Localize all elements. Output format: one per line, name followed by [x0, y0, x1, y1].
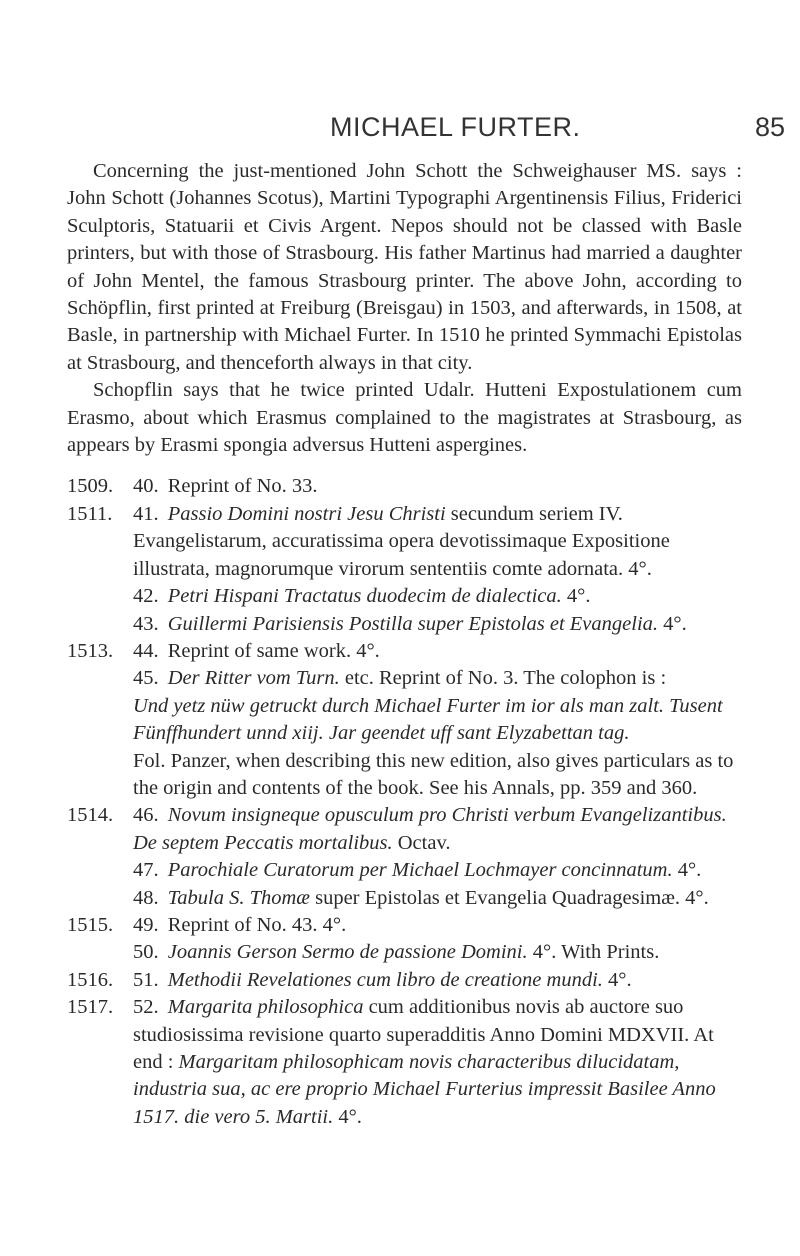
entry-text: secundum seriem IV. Evangelistarum, accuratissima opera devotissimaque Expositione illustrata, magnorumque virorum sententiis comte adornata. 4°.	[133, 502, 670, 580]
entry-46	[67, 802, 742, 857]
entry-text: 4°.	[663, 612, 687, 635]
entry-48	[67, 885, 742, 912]
entry-51	[67, 967, 742, 994]
entry-text: etc. Reprint of No. 3. The colophon is :	[344, 667, 667, 690]
entry-title: Guillermi Parisiensis Postilla super Epistolas et Evangelia.	[167, 612, 659, 635]
paragraph-schopflin: Schopflin says that he twice printed Udalr. Hutteni Expostulationem cum Erasmo, about which Erasmus complained to the magistrates at Strasbourg, as appears by Erasmi spongia adversus Hutteni aspergines.	[67, 379, 742, 457]
entry-text: 4°. With Prints.	[532, 941, 660, 964]
entry-number: 40.	[133, 475, 159, 498]
entry-text: 4°.	[566, 585, 591, 608]
entry-year: 1514.	[67, 804, 114, 827]
entry-title: Parochiale Curatorum per Michael Lochmayer concinnatum.	[167, 859, 673, 882]
entry-number: 49.	[133, 913, 159, 936]
entry-text: super Epistolas et Evangelia Quadragesimæ. 4°.	[315, 886, 709, 909]
entry-52	[67, 994, 742, 1131]
entry-title: Novum insigneque opusculum pro Christi verbum Evangelizantibus.	[167, 804, 727, 827]
page-body	[67, 158, 742, 1131]
entry-number: 50.	[133, 941, 159, 964]
entry-title: Tabula S. Thomæ	[167, 886, 310, 909]
entry-text: 4°.	[608, 968, 632, 991]
entry-year: 1517.	[67, 996, 114, 1019]
entry-colophon: Und yetz nüw getruckt durch Michael Furter im ior als man zalt. Tusent Fünffhundert unnd xiij. Jar geendet uff sant Elyzabettan tag.	[133, 694, 723, 745]
entry-format: Octav.	[397, 831, 451, 854]
entry-title-continuation	[133, 830, 742, 857]
entry-title: Joannis Gerson Sermo de passione Domini.	[167, 941, 528, 964]
entry-year: 1516.	[67, 968, 114, 991]
entry-title-part: De septem Peccatis mortalibus.	[133, 831, 393, 854]
entry-year: 1515.	[67, 913, 114, 936]
entry-49	[67, 912, 742, 939]
entry-number: 47.	[133, 859, 159, 882]
entry-text: Reprint of No. 43. 4°.	[167, 913, 347, 936]
entry-45	[67, 665, 742, 802]
entry-43	[67, 611, 742, 638]
entry-at-end-label: At end :	[133, 1023, 714, 1073]
entry-title: Passio Domini nostri Jesu Christi	[167, 502, 446, 525]
entry-text: cum additionibus novis ab auctore suo studiosissima revisione quarto superadditis Anno Domini MDXVII.	[133, 996, 690, 1046]
entry-number: 44.	[133, 639, 159, 662]
entry-note: Fol. Panzer, when describing this new edition, also gives particulars as to the origin and contents of the book. See his Annals, pp. 359 and 360.	[133, 749, 734, 799]
entry-44	[67, 638, 742, 665]
entry-number: 43.	[133, 612, 159, 635]
entry-title: Margarita philosophica	[167, 996, 364, 1019]
entry-colophon: Margaritam philosophicam novis characteribus dilucidatam, industria sua, ac ere proprio Michael Furterius impressit Basilee Anno	[133, 1051, 716, 1101]
page-number: 85	[755, 112, 786, 142]
entry-title: Petri Hispani Tractatus duodecim de dialectica.	[167, 585, 562, 608]
entry-number: 48.	[133, 886, 159, 909]
running-title: MICHAEL FURTER.	[330, 112, 581, 142]
entry-number: 41.	[133, 502, 159, 525]
entry-year: 1513.	[67, 639, 114, 662]
entry-number: 42.	[133, 585, 159, 608]
entry-title: Methodii Revelationes cum libro de creatione mundi.	[167, 968, 603, 991]
entry-41	[67, 501, 742, 583]
entry-text: Reprint of No. 33.	[167, 475, 318, 498]
entry-number: 46.	[133, 804, 159, 827]
paragraph-schott: Concerning the just-mentioned John Schott the Schweighauser MS. says : John Schott (Johannes Scotus), Martini Typographi Argentinensis Filius, Friderici Sculptoris, Statuarii et Civis Argent. Nepos should not be classed with Basle printers, but with those of Strasbourg. His father Martinus had married a daughter of John Mentel, the famous Strasbourg printer. The above John, according to Schöpflin, first printed at Freiburg (Breisgau) in 1503, and afterwards, in 1508, at Basle, in partnership with Michael Furter. In 1510 he printed Symmachi Epistolas at Strasbourg, and thenceforth always in that city.	[67, 160, 742, 374]
entry-year: 1509.	[67, 475, 114, 498]
entry-text: Reprint of same work. 4°.	[167, 639, 380, 662]
page-header	[0, 112, 800, 152]
entry-number: 52.	[133, 996, 159, 1019]
entry-50	[67, 939, 742, 966]
entry-date: 1517. die vero 5. Martii.	[133, 1105, 334, 1128]
entry-text: 4°.	[677, 859, 702, 882]
bibliography-list	[67, 473, 742, 1131]
entry-title: Der Ritter vom Turn.	[167, 667, 340, 690]
entry-40	[67, 473, 742, 500]
entry-number: 45.	[133, 667, 159, 690]
entry-47	[67, 857, 742, 884]
entry-42	[67, 583, 742, 610]
entry-format: 4°.	[338, 1105, 362, 1128]
entry-year: 1511.	[67, 502, 113, 525]
entry-number: 51.	[133, 968, 159, 991]
